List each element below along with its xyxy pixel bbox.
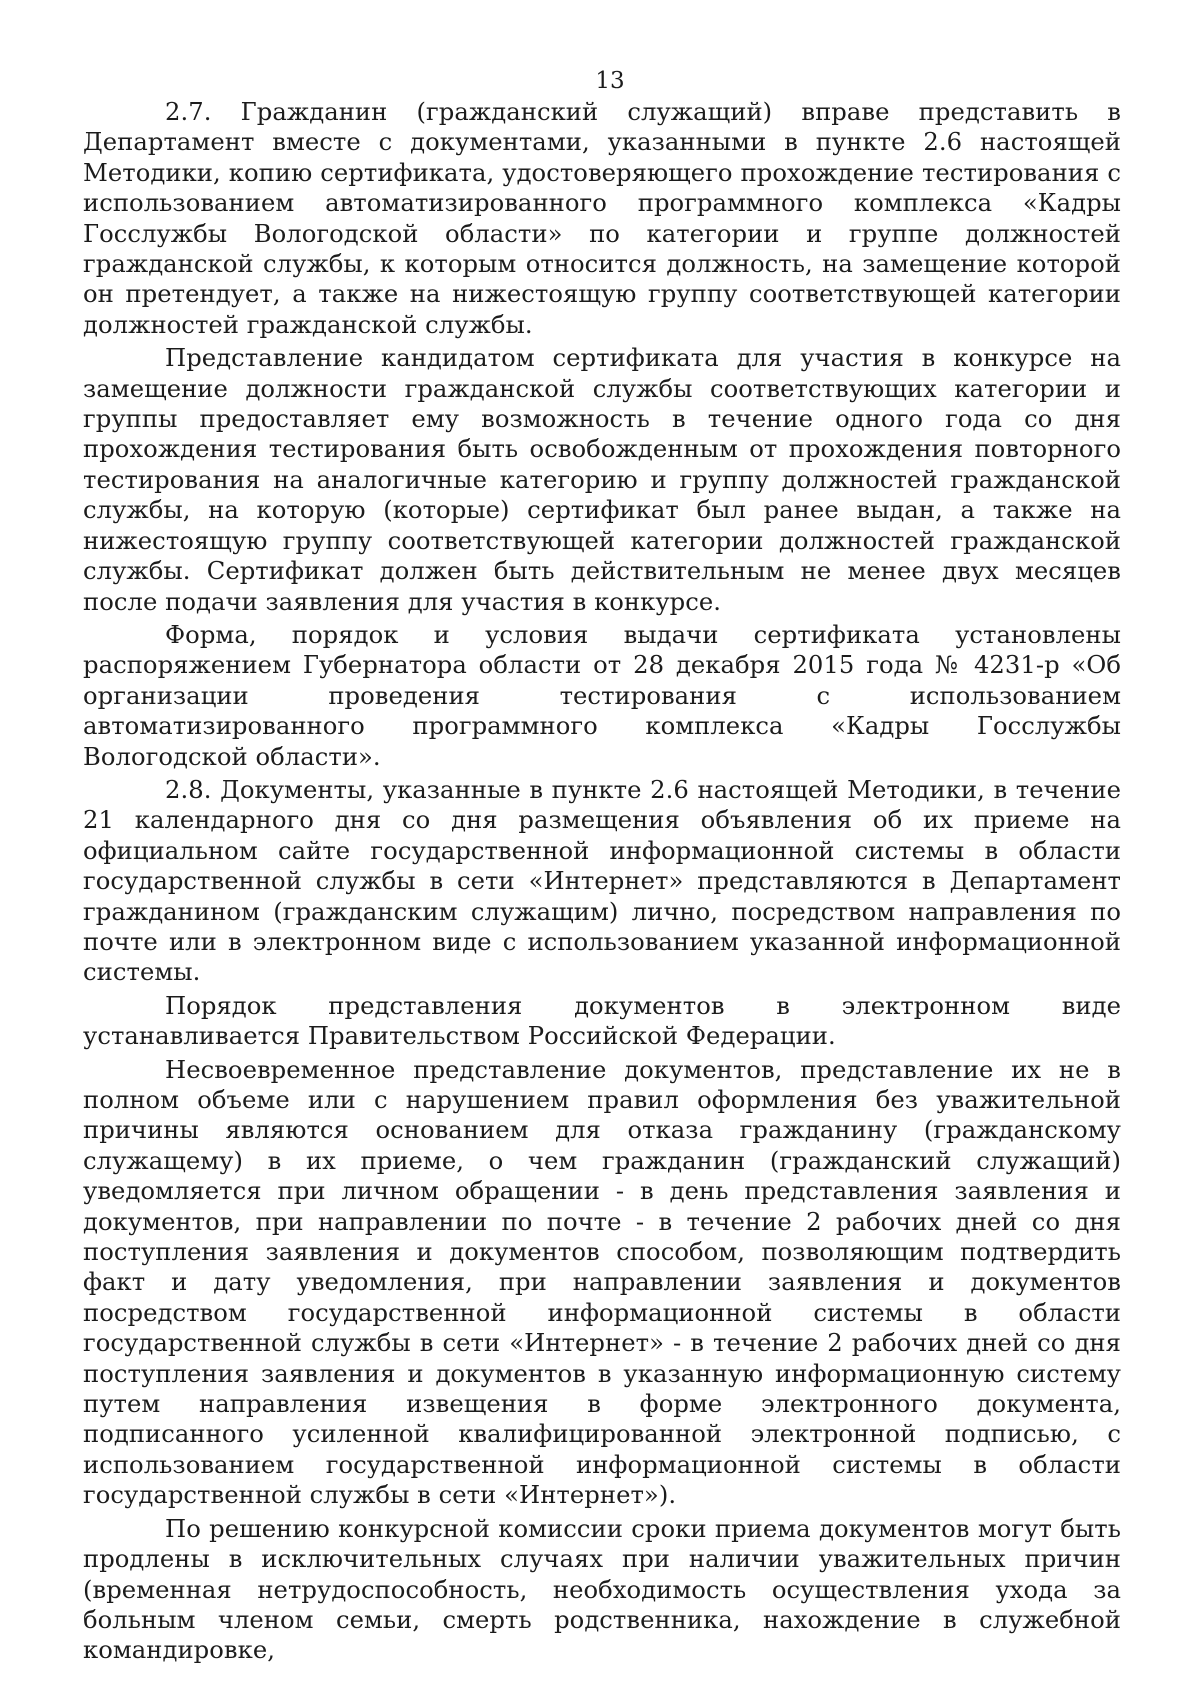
page-number: 13 (595, 68, 625, 94)
paragraph-2-7: 2.7. Гражданин (гражданский служащий) вправе представить в Департамент вместе с документами, указанными в пункте 2.6 настоящей Методики, копию сертификата, удостоверяющего прохождение тестирования с использованием автоматизированного программного комплекса «Кадры Госслужбы Вологодской области» по категории и группе должностей гражданской службы, к которым относится должность, на замещение которой он претендует, а также на нижестоящую группу соответствующей категории должностей гражданской службы. (83, 97, 1121, 339)
paragraph-late-submission: Несвоевременное представление документов, представление их не в полном объеме или с нарушением правил оформления без уважительной причины являются основанием для отказа гражданину (гражданскому служащему) в их приеме, о чем гражданин (гражданский служащий) уведомляется при личном обращении - в день представления заявления и документов, при направлении по почте - в течение 2 рабочих дней со дня поступления заявления и документов способом, позволяющим подтвердить факт и дату уведомления, при направлении заявления и документов посредством государственной информационной системы в области государственной службы в сети «Интернет» - в течение 2 рабочих дней со дня поступления заявления и документов в указанную информационную систему путем направления извещения в форме электронного документа, подписанного усиленной квалифицированной электронной подписью, с использованием государственной информационной системы в области государственной службы в сети «Интернет»). (83, 1054, 1121, 1510)
paragraph-2-8: 2.8. Документы, указанные в пункте 2.6 настоящей Методики, в течение 21 календарного дня со дня размещения объявления об их приеме на официальном сайте государственной информационной системы в области государственной службы в сети «Интернет» представляются в Департамент гражданином (гражданским служащим) лично, посредством направления по почте или в электронном виде с использованием указанной информационной системы. (83, 774, 1121, 987)
paragraph-electronic-submission: Порядок представления документов в электронном виде устанавливается Правительством Российской Федерации. (83, 990, 1121, 1051)
paragraph-deadline-extension: По решению конкурсной комиссии сроки приема документов могут быть продлены в исключительных случаях при наличии уважительных причин (временная нетрудоспособность, необходимость осуществления ухода за больным членом семьи, смерть родственника, нахождение в служебной командировке, (83, 1513, 1121, 1665)
document-body (83, 97, 1121, 1666)
paragraph-certificate-form: Форма, порядок и условия выдачи сертификата установлены распоряжением Губернатора области от 28 декабря 2015 года № 4231-р «Об организации проведения тестирования с использованием автоматизированного программного комплекса «Кадры Госслужбы Вологодской области». (83, 619, 1121, 771)
paragraph-certificate-submission: Представление кандидатом сертификата для участия в конкурсе на замещение должности гражданской службы соответствующих категории и группы предоставляет ему возможность в течение одного года со дня прохождения тестирования быть освобожденным от прохождения повторного тестирования на аналогичные категорию и группу должностей гражданской службы, на которую (которые) сертификат был ранее выдан, а также на нижестоящую группу соответствующей категории должностей гражданской службы. Сертификат должен быть действительным не менее двух месяцев после подачи заявления для участия в конкурсе. (83, 343, 1121, 616)
